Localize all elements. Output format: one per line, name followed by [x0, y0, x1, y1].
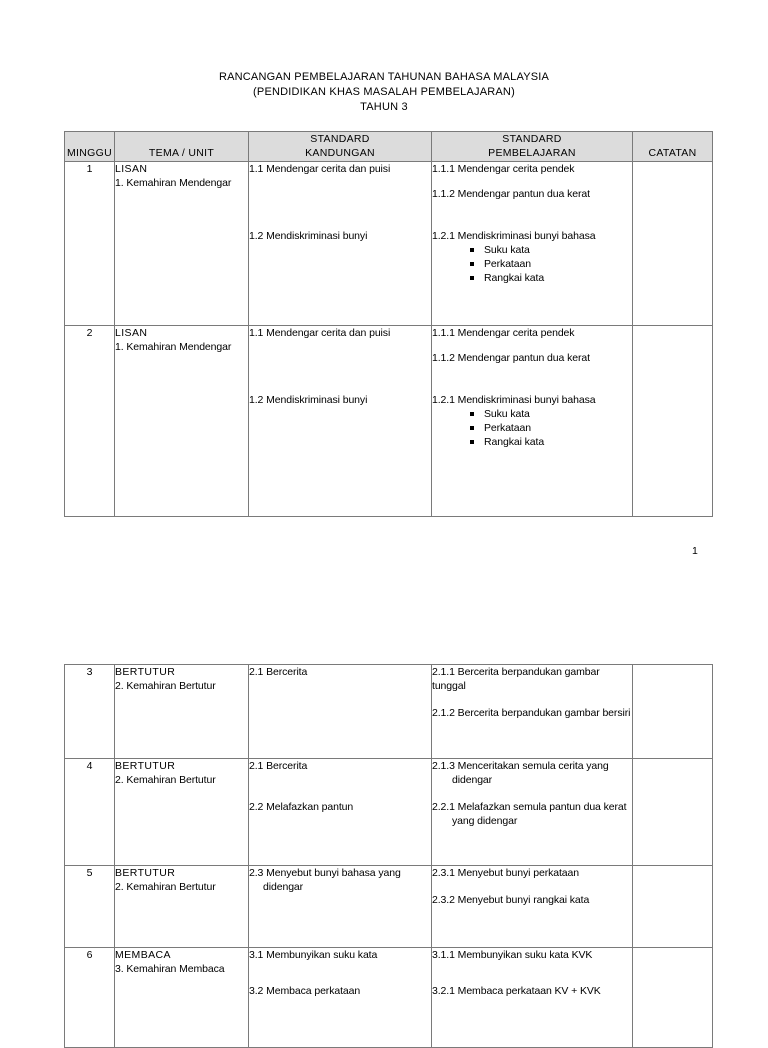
standard-pembelajaran-cell [432, 866, 633, 948]
bullet-item: Rangkai kata [470, 271, 632, 285]
table-row [65, 759, 713, 866]
tema-title: BERTUTUR [115, 760, 176, 772]
tema-title: LISAN [115, 163, 148, 175]
tema-cell [115, 759, 249, 866]
tema-unit: 2. Kemahiran Bertutur [115, 881, 216, 893]
tema-unit: 3. Kemahiran Membaca [115, 963, 225, 975]
standard-kandungan-cell [249, 759, 432, 866]
sp-item: 1.1.2 Mendengar pantun dua kerat [432, 352, 590, 364]
bullet-item: Suku kata [470, 243, 632, 257]
standard-kandungan-cell [249, 162, 432, 326]
week-number: 4 [65, 759, 115, 866]
sp-item-continuation: didengar [452, 774, 493, 786]
week-number: 2 [65, 326, 115, 517]
tema-title: MEMBACA [115, 949, 171, 961]
title-line-3: TAHUN 3 [360, 101, 408, 113]
header-tema: TEMA / UNIT [115, 132, 249, 162]
sk-item: 3.1 Membunyikan suku kata [249, 949, 378, 961]
sp-item: 1.2.1 Mendiskriminasi bunyi bahasa [432, 230, 596, 242]
sp-item: 1.1.2 Mendengar pantun dua kerat [432, 188, 590, 200]
standard-kandungan-cell [249, 866, 432, 948]
bullet-item: Rangkai kata [470, 435, 632, 449]
bullet-item: Perkataan [470, 421, 632, 435]
sk-item: 1.2 Mendiskriminasi bunyi [249, 394, 368, 406]
standard-pembelajaran-cell [432, 948, 633, 1048]
catatan-cell [633, 665, 713, 759]
title-line-1: RANCANGAN PEMBELAJARAN TAHUNAN BAHASA MALAYSIA [218, 71, 550, 83]
table-row [65, 326, 713, 517]
standard-kandungan-cell [249, 665, 432, 759]
page-number: 1 [692, 545, 698, 557]
sp-item: 1.2.1 Mendiskriminasi bunyi bahasa [432, 394, 596, 406]
document-title [0, 70, 768, 115]
table-header-row [65, 132, 713, 162]
bullet-item: Perkataan [470, 257, 632, 271]
sk-item: 1.1 Mendengar cerita dan puisi [249, 327, 391, 339]
rpt-table-page-1 [64, 131, 713, 517]
tema-cell [115, 866, 249, 948]
tema-unit: 2. Kemahiran Bertutur [115, 774, 216, 786]
catatan-cell [633, 866, 713, 948]
tema-title: LISAN [115, 327, 148, 339]
sp-item: 2.2.1 Melafazkan semula pantun dua kerat [432, 801, 627, 813]
standard-pembelajaran-cell [432, 162, 633, 326]
sk-item: 3.2 Membaca perkataan [249, 985, 361, 997]
header-catatan: CATATAN [633, 132, 713, 162]
sp-item: 2.1.3 Menceritakan semula cerita yang [432, 760, 609, 772]
rpt-table-page-2 [64, 664, 713, 1048]
sp-item: 1.1.1 Mendengar cerita pendek [432, 327, 575, 339]
table-row [65, 866, 713, 948]
tema-cell [115, 326, 249, 517]
sp-item: 2.1.1 Bercerita berpandukan gambar tunggal [432, 666, 600, 692]
standard-pembelajaran-cell [432, 759, 633, 866]
table-row [65, 665, 713, 759]
title-line-2: (PENDIDIKAN KHAS MASALAH PEMBELAJARAN) [253, 86, 515, 98]
tema-cell [115, 665, 249, 759]
sp-item: 2.1.2 Bercerita berpandukan gambar bersiri [432, 707, 631, 719]
header-standard-pembelajaran: STANDARD PEMBELAJARAN [432, 132, 633, 162]
sp-item: 1.1.1 Mendengar cerita pendek [432, 163, 575, 175]
table-row [65, 948, 713, 1048]
sk-item: 1.2 Mendiskriminasi bunyi [249, 230, 368, 242]
catatan-cell [633, 326, 713, 517]
header-standard-kandungan: STANDARD KANDUNGAN [249, 132, 432, 162]
sk-item: 2.2 Melafazkan pantun [249, 801, 354, 813]
tema-title: BERTUTUR [115, 867, 176, 879]
tema-unit: 1. Kemahiran Mendengar [115, 341, 232, 353]
week-number: 6 [65, 948, 115, 1048]
standard-kandungan-cell [249, 948, 432, 1048]
sk-item: 2.1 Bercerita [249, 760, 308, 772]
sp-item-continuation: yang didengar [452, 815, 518, 827]
tema-unit: 1. Kemahiran Mendengar [115, 177, 232, 189]
sp-item: 2.3.1 Menyebut bunyi perkataan [432, 867, 580, 879]
sk-item: 1.1 Mendengar cerita dan puisi [249, 163, 391, 175]
sp-item: 2.3.2 Menyebut bunyi rangkai kata [432, 894, 590, 906]
week-number: 5 [65, 866, 115, 948]
catatan-cell [633, 162, 713, 326]
week-number: 3 [65, 665, 115, 759]
bullet-item: Suku kata [470, 407, 632, 421]
sp-item: 3.2.1 Membaca perkataan KV + KVK [432, 985, 601, 997]
sk-item: 2.1 Bercerita [249, 666, 308, 678]
sk-item-continuation: didengar [263, 881, 304, 893]
header-minggu: MINGGU [65, 132, 115, 162]
standard-kandungan-cell [249, 326, 432, 517]
tema-title: BERTUTUR [115, 666, 176, 678]
sk-item: 2.3 Menyebut bunyi bahasa yang [249, 867, 401, 879]
standard-pembelajaran-cell [432, 665, 633, 759]
week-number: 1 [65, 162, 115, 326]
tema-cell [115, 948, 249, 1048]
tema-unit: 2. Kemahiran Bertutur [115, 680, 216, 692]
table-row [65, 162, 713, 326]
standard-pembelajaran-cell [432, 326, 633, 517]
bullet-list [432, 243, 632, 285]
sp-item: 3.1.1 Membunyikan suku kata KVK [432, 949, 593, 961]
tema-cell [115, 162, 249, 326]
bullet-list [432, 407, 632, 449]
catatan-cell [633, 948, 713, 1048]
catatan-cell [633, 759, 713, 866]
